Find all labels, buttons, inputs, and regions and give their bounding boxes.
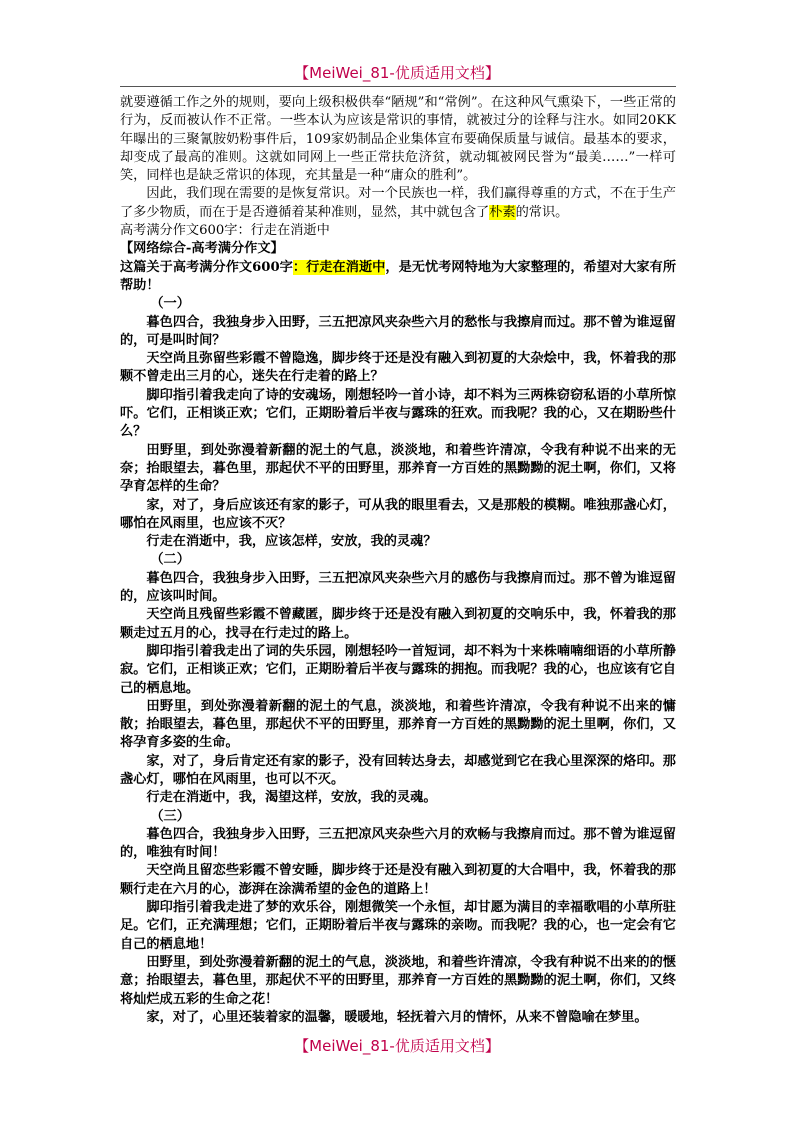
section-3-paragraph: 家，对了，心里还装着家的温馨，暖暖地，轻抚着六月的情怀，从来不曾隐喻在梦里。 [146, 1009, 648, 1025]
section-2-paragraph: 天空尚且残留些彩霞不曾藏匿，脚步终于还是没有融入到初夏的交响乐中，我，怀着我的那颗走过五月的心，找寻在行走过的路上。 [120, 607, 676, 641]
article-lead [120, 259, 676, 296]
article-title: 高考满分作文600字：行走在消逝中 [120, 223, 330, 239]
intro-paragraph-2 [120, 185, 676, 222]
section-3-paragraph: 脚印指引着我走进了梦的欢乐谷，刚想微笑一个永恒，却甘愿为满目的幸福歌唱的小草所驻足。它们，正充满理想；它们，正期盼着后半夜与露珠的亲吻。而我呢？我的心，也一定会有它自己的栖息地！ [120, 900, 676, 952]
section-3-paragraph: 天空尚且留恋些彩霞不曾安睡，脚步终于还是没有融入到初夏的大合唱中，我，怀着我的那颗行走在六月的心，澎湃在涂满希望的金色的道路上！ [120, 863, 676, 897]
section-1-paragraph: 暮色四合，我独身步入田野，三五把凉风夹杂些六月的愁怅与我擦肩而过。那不曾为谁逗留的，可是叫时间？ [120, 314, 676, 348]
page-footer: 【MeiWei_81-优质适用文档】 [294, 1037, 500, 1055]
header-divider [120, 86, 676, 87]
section-1-paragraph: 田野里，到处弥漫着新翻的泥土的气息，淡淡地，和着些许清凉，令我有种说不出来的无奈；抬眼望去，暮色里，那起伏不平的田野里，那养育一方百姓的黑黝黝的泥土啊，你们，又将孕育怎样的生命？ [120, 442, 676, 495]
highlighted-word: 朴素 [489, 204, 516, 220]
section-label-1: （一） [150, 296, 190, 312]
document-body [120, 94, 676, 1027]
section-2-paragraph: 行走在消逝中，我，渴望这样，安放，我的灵魂。 [146, 790, 437, 806]
lead-text: 这篇关于高考满分作文600字 [120, 259, 293, 275]
section-1-paragraph: 行走在消逝中，我，应该怎样，安放，我的灵魂？ [146, 534, 437, 550]
section-3-paragraph: 暮色四合，我独身步入田野，三五把凉风夹杂些六月的欢畅与我擦肩而过。那不曾为谁逗留的，唯独有时间！ [120, 826, 676, 861]
section-2-paragraph: 家，对了，身后肯定还有家的影子，没有回转达身去，却感觉到它在我心里深深的烙印。那盏心灯，哪怕在风雨里，也可以不灭。 [120, 753, 676, 787]
section-label-2: （二） [150, 552, 190, 568]
page-header: 【MeiWei_81-优质适用文档】 [294, 64, 500, 82]
article-category: 【网络综合-高考满分作文】 [120, 241, 284, 257]
section-1-paragraph: 脚印指引着我走向了诗的安魂场，刚想轻吟一首小诗，却不料为三两株窃窃私语的小草所惊吓。它们，正相谈正欢；它们，正期盼着后半夜与露珠的狂欢。而我呢？我的心，又在期盼些什么？ [120, 387, 676, 440]
section-2-paragraph: 脚印指引着我走出了词的失乐园，刚想轻吟一首短词，却不料为十来株喃喃细语的小草所静寂。它们，正相谈正欢；它们，正期盼着后半夜与露珠的拥抱。而我呢？我的心，也应该有它自己的栖息地。 [120, 643, 676, 696]
intro-p2-text: 因此，我们现在需要的是恢复常识。对一个民族也一样，我们赢得尊重的方式，不在于生产了多少物质，而在于是否遵循着某种准则，显然，其中就包含了 [120, 186, 676, 220]
lead-highlight: ：行走在消逝中 [292, 259, 386, 275]
section-2-paragraph: 田野里，到处弥漫着新翻的泥土的气息，淡淡地，和着些许清凉，令我有种说不出来的慵散；抬眼望去，暮色里，那起伏不平的田野里，那养育一方百姓的黑黝黝的泥土里啊，你们，又将孕育多姿的生命。 [120, 698, 676, 751]
section-1-paragraph: 家，对了，身后应该还有家的影子，可从我的眼里看去，又是那般的模糊。唯独那盏心灯，哪怕在风雨里，也应该不灭？ [120, 497, 676, 531]
section-label-3: （三） [150, 808, 190, 824]
intro-p2-end: 的常识。 [515, 204, 569, 220]
section-2-paragraph: 暮色四合，我独身步入田野，三五把凉风夹杂些六月的感伤与我擦肩而过。那不曾为谁逗留的，应该叫时间。 [120, 570, 676, 605]
section-3-paragraph: 田野里，到处弥漫着新翻的泥土的气息，淡淡地，和着些许清凉，令我有种说不出来的的惬意；抬眼望去，暮色里，那起伏不平的田野里，那养育一方百姓的黑黝黝的泥土啊，你们，又终将灿烂成五彩的生命之花！ [120, 954, 676, 1007]
intro-paragraph-1: 就要遵循工作之外的规则，要向上级积极供奉“陋规”和“常例”。在这种风气熏染下，一些正常的行为，反而被认作不正常。一些本认为应该是常识的事情，就被过分的诠释与注水。如同20KK年曝出的三聚氰胺奶粉事件后，109家奶制品企业集体宣布要确保质量与诚信。最基本的要求，却变成了最高的准则。这就如同网上一些正常扶危济贫，就动辄被网民誉为“最美……”一样可笑，同样也是缺乏常识的体现，充其量是一种“庸众的胜利”。 [120, 95, 676, 184]
lead-text-end: ，是无忧考网特地为大家整理的，希望对大家有所帮助！ [120, 259, 677, 293]
section-1-paragraph: 天空尚且弥留些彩霞不曾隐逸，脚步终于还是没有融入到初夏的大杂烩中，我，怀着我的那颗不曾走出三月的心，迷失在行走着的路上？ [120, 351, 676, 385]
